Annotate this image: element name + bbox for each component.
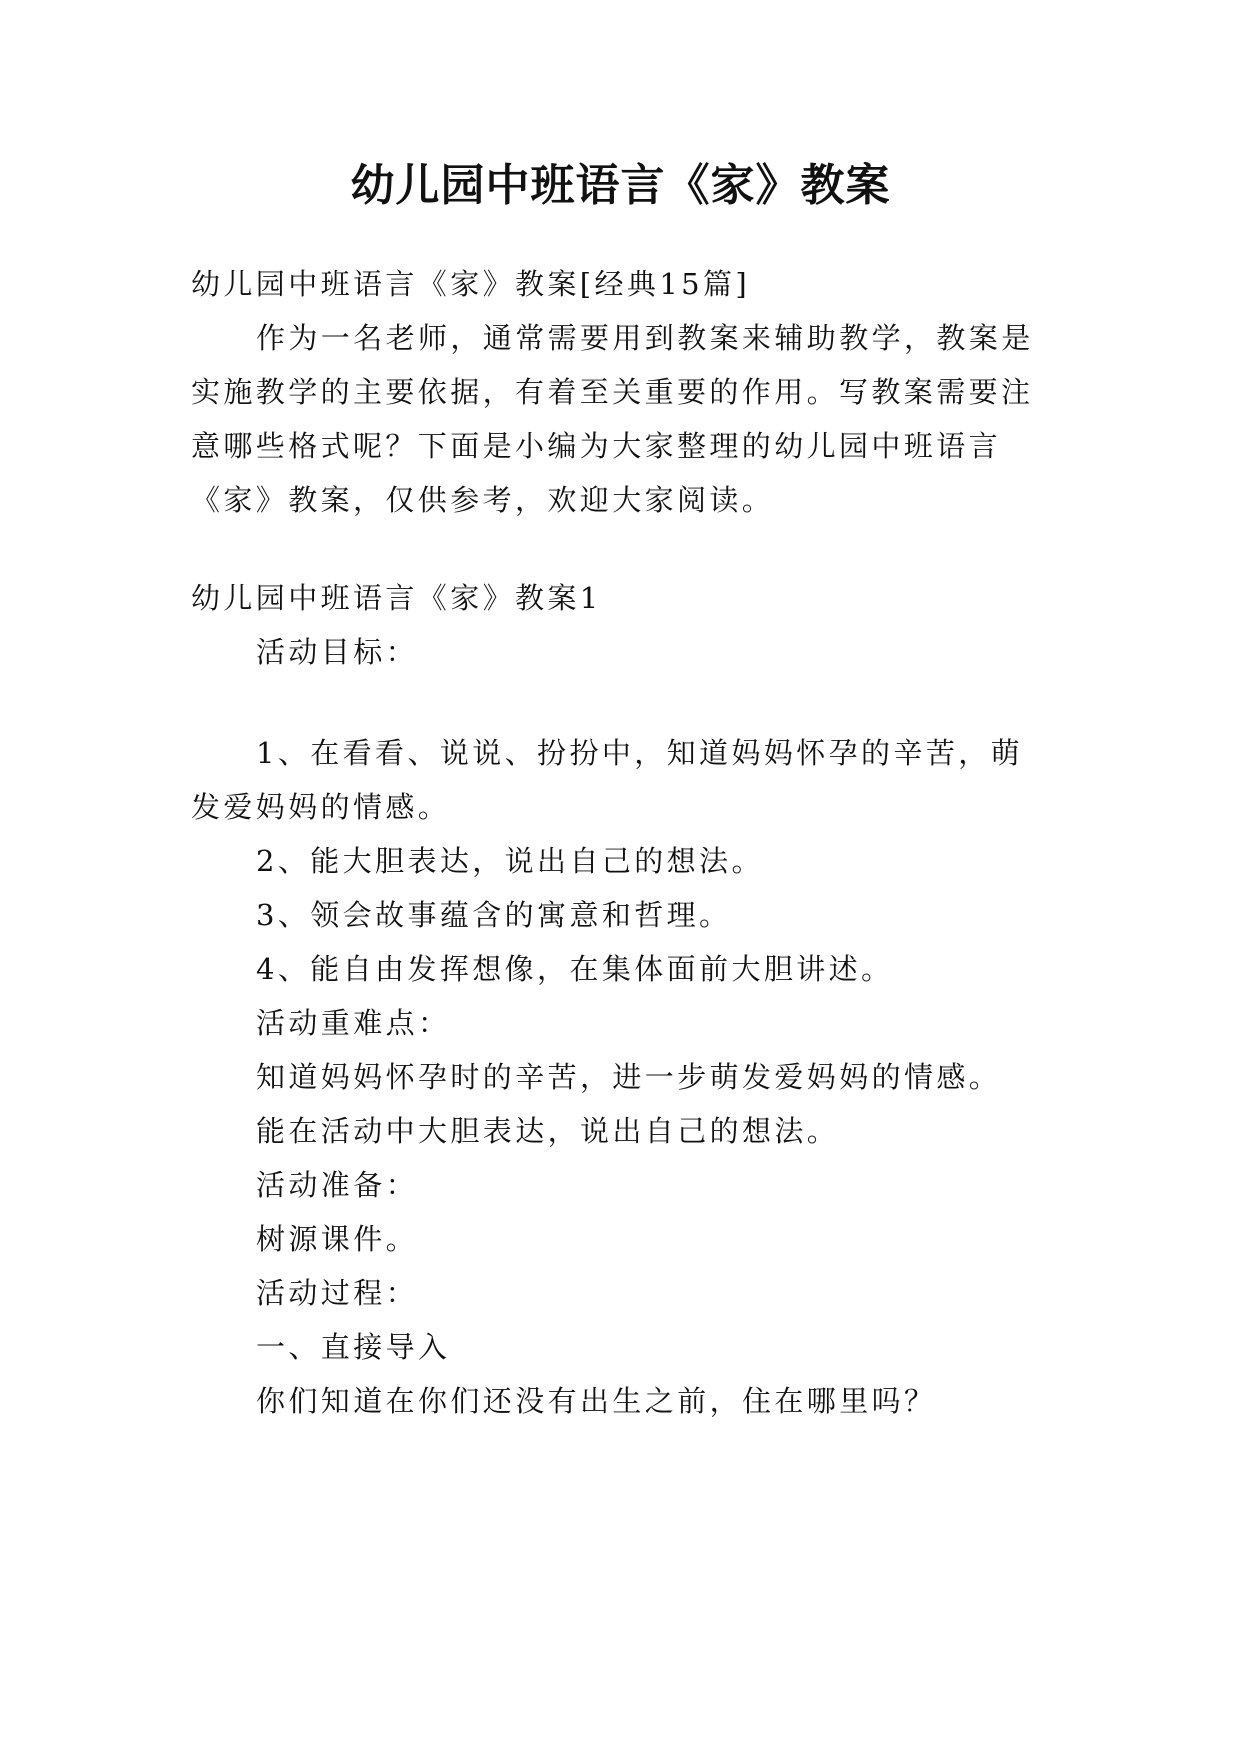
key-point-2: 能在活动中大胆表达，说出自己的想法。 (256, 1114, 840, 1148)
goal-2: 2、能大胆表达，说出自己的想法。 (256, 844, 764, 878)
preparation-heading: 活动准备： (256, 1168, 419, 1202)
intro-line-4: 《家》教案，仅供参考，欢迎大家阅读。 (191, 483, 775, 517)
document-subtitle: 幼儿园中班语言《家》教案[经典15篇] (191, 267, 751, 301)
section-heading: 幼儿园中班语言《家》教案1 (191, 581, 602, 615)
intro-line-1: 作为一名老师，通常需要用到教案来辅助教学，教案是 (256, 321, 1034, 355)
document-title: 幼儿园中班语言《家》教案 (350, 160, 891, 211)
step-1-text: 你们知道在你们还没有出生之前，住在哪里吗？ (256, 1384, 937, 1418)
goal-3: 3、领会故事蕴含的寓意和哲理。 (256, 898, 732, 932)
goals-heading: 活动目标： (256, 635, 419, 669)
key-point-1: 知道妈妈怀孕时的辛苦，进一步萌发爱妈妈的情感。 (256, 1060, 1002, 1094)
intro-line-2: 实施教学的主要依据，有着至关重要的作用。写教案需要注 (191, 375, 1034, 409)
process-heading: 活动过程： (256, 1276, 419, 1310)
goal-1-line-1: 1、在看看、说说、扮扮中，知道妈妈怀孕的辛苦，萌 (256, 736, 1024, 770)
key-points-heading: 活动重难点： (256, 1006, 451, 1040)
step-1-heading: 一、直接导入 (256, 1330, 451, 1364)
goal-1-line-2: 发爱妈妈的情感。 (191, 790, 451, 824)
goal-4: 4、能自由发挥想像，在集体面前大胆讲述。 (256, 952, 894, 986)
intro-line-3: 意哪些格式呢？下面是小编为大家整理的幼儿园中班语言 (191, 429, 1002, 463)
preparation-item: 树源课件。 (256, 1222, 419, 1256)
